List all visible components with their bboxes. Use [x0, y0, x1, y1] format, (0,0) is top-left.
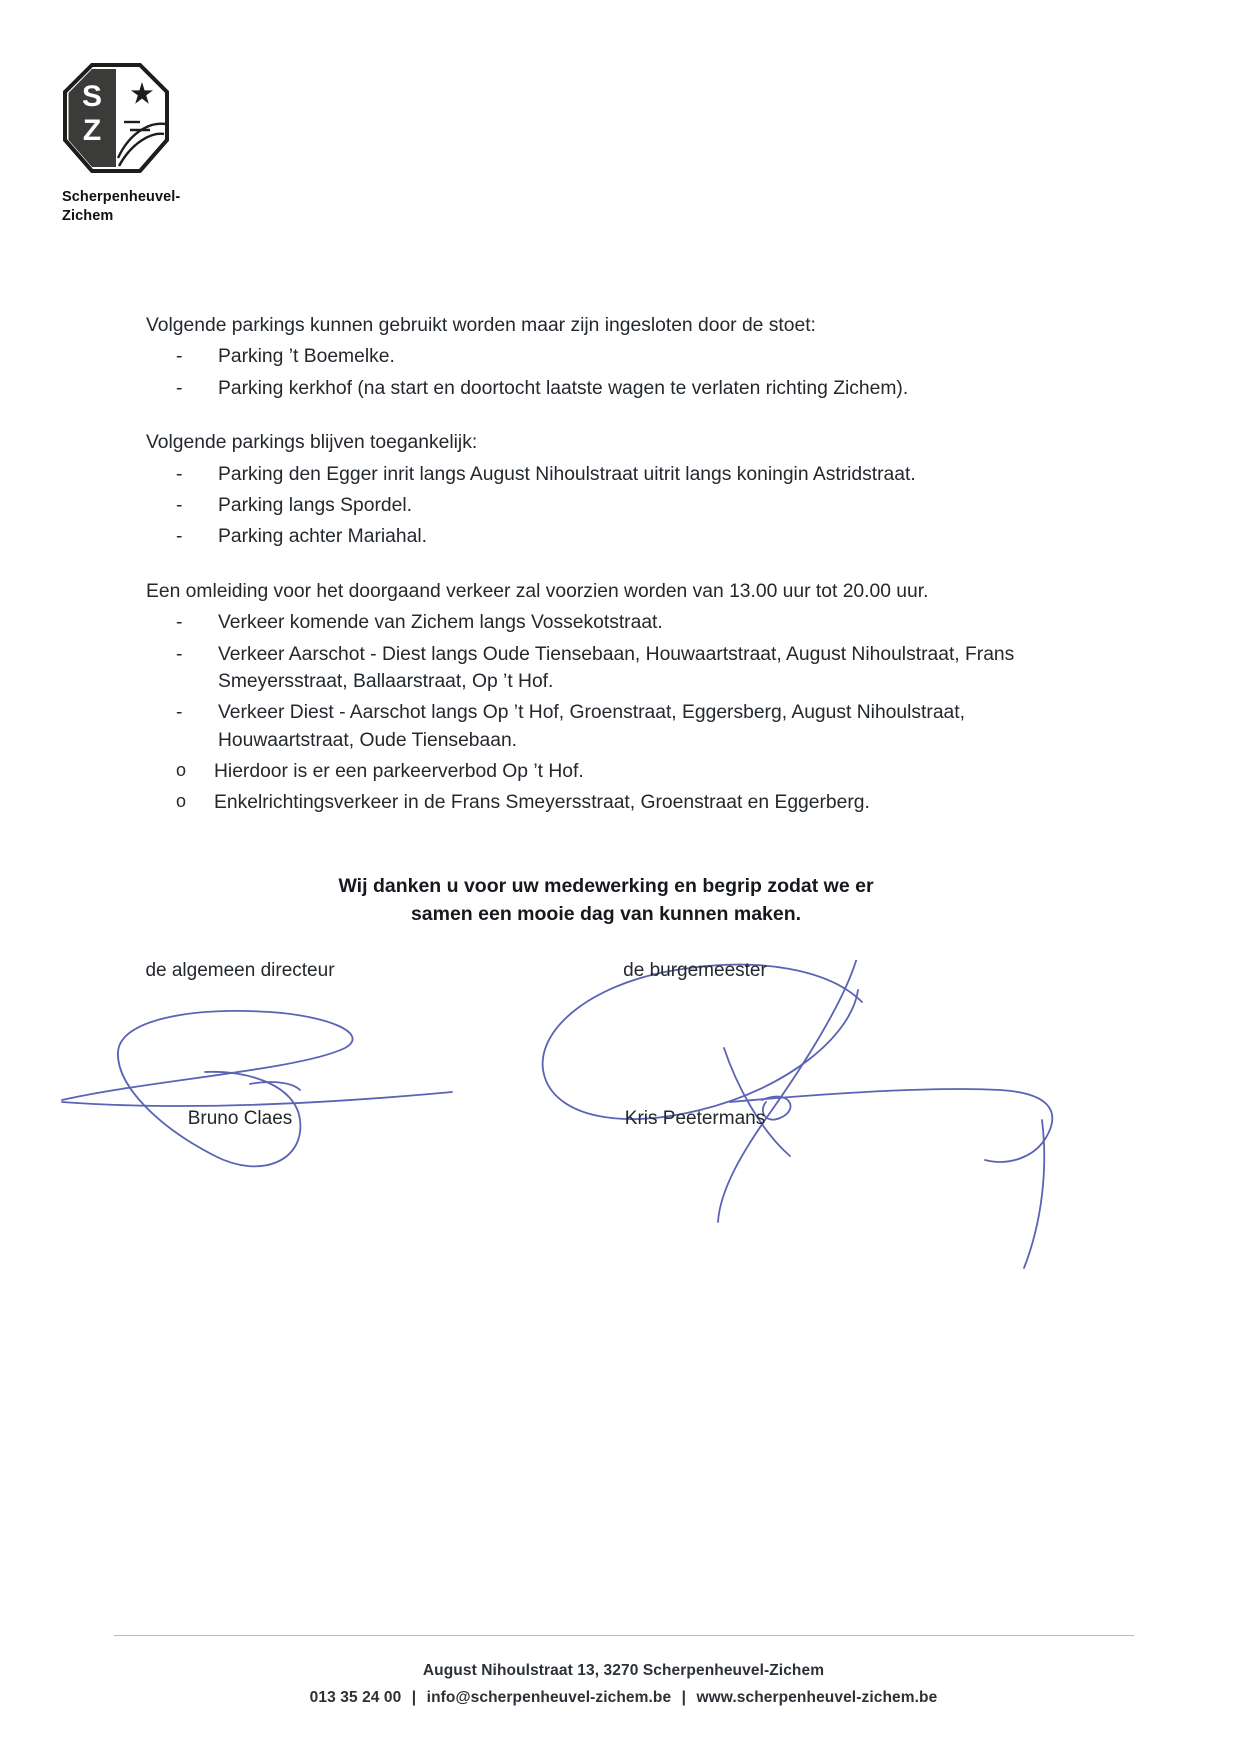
sub-list-item: o Enkelrichtingsverkeer in de Frans Smeyersstraat, Groenstraat en Eggerberg.: [146, 789, 1106, 816]
footer-contact: [0, 1685, 1247, 1711]
footer-separator: |: [411, 1688, 417, 1706]
svg-text:S: S: [81, 80, 103, 113]
block-intro: Volgende parkings kunnen gebruikt worden maar zijn ingesloten door de stoet:: [146, 315, 816, 336]
footer-phone: 013 35 24 00: [309, 1688, 402, 1706]
closing-line-2: samen een mooie dag van kunnen maken.: [410, 903, 802, 926]
paragraph-block-1: [146, 312, 1106, 402]
footer-divider: [114, 1635, 1134, 1636]
footer-address: August Nihoulstraat 13, 3270 Scherpenheuvel-Zichem: [422, 1662, 825, 1680]
page-footer: [0, 1635, 1247, 1711]
bullet-list: [146, 343, 1106, 402]
block-intro: Een omleiding voor het doorgaand verkeer zal voorzien worden van 13.00 uur tot 20.00 uur.: [146, 580, 929, 602]
list-item: - Parking kerkhof (na start en doortocht laatste wagen te verlaten richting Zichem).: [146, 375, 1106, 402]
svg-text:Z: Z: [82, 114, 102, 147]
list-item: - Parking achter Mariahal.: [146, 523, 1106, 550]
logo-municipality-name: Scherpenheuvel- Zichem: [62, 189, 181, 224]
sub-bullet-list: [146, 758, 1106, 817]
list-item: - Verkeer Diest - Aarschot langs Op ’t Hof, Groenstraat, Eggersberg, August Nihoulstraat, Houwaartstraat, Oude Tiensebaan.: [146, 699, 1106, 754]
organization-logo: [62, 62, 292, 225]
footer-website[interactable]: www.scherpenheuvel-zichem.be: [696, 1688, 938, 1706]
sub-list-item: o Hierdoor is er een parkeerverbod Op ’t Hof.: [146, 758, 1106, 785]
paragraph-block-2: [146, 429, 1106, 551]
footer-separator: |: [681, 1688, 687, 1706]
closing-statement: [146, 872, 1066, 929]
document-body: [146, 312, 1106, 817]
logo-mark: [62, 62, 170, 174]
paragraph-block-3: [146, 578, 1106, 817]
list-item: - Verkeer komende van Zichem langs Vossekotstraat.: [146, 609, 1106, 636]
list-item: - Verkeer Aarschot - Diest langs Oude Tiensebaan, Houwaartstraat, August Nihoulstraat, Frans Smeyersstraat, Ballaarstraat, Op ’t Hof.: [146, 641, 1106, 696]
list-item: - Parking den Egger inrit langs August Nihoulstraat uitrit langs koningin Astridstraat.: [146, 461, 1106, 488]
bullet-list: [146, 461, 1106, 551]
block-intro: Volgende parkings blijven toegankelijk:: [146, 432, 478, 454]
signature-area: [0, 960, 1247, 1280]
coat-of-arms-icon: [62, 62, 170, 174]
signature-role: de burgemeester: [623, 960, 767, 981]
footer-email[interactable]: info@scherpenheuvel-zichem.be: [426, 1688, 672, 1706]
signature-role: de algemeen directeur: [145, 960, 335, 981]
handwritten-signatures-image: [0, 960, 1247, 1360]
signature-name: Kris Peetermans: [624, 1108, 766, 1129]
list-item: - Parking langs Spordel.: [146, 492, 1106, 519]
list-item: - Parking ’t Boemelke.: [146, 343, 1106, 370]
bullet-list: [146, 609, 1106, 754]
closing-line-1: Wij danken u voor uw medewerking en begrip zodat we er: [338, 875, 874, 897]
signature-name: Bruno Claes: [187, 1108, 293, 1129]
